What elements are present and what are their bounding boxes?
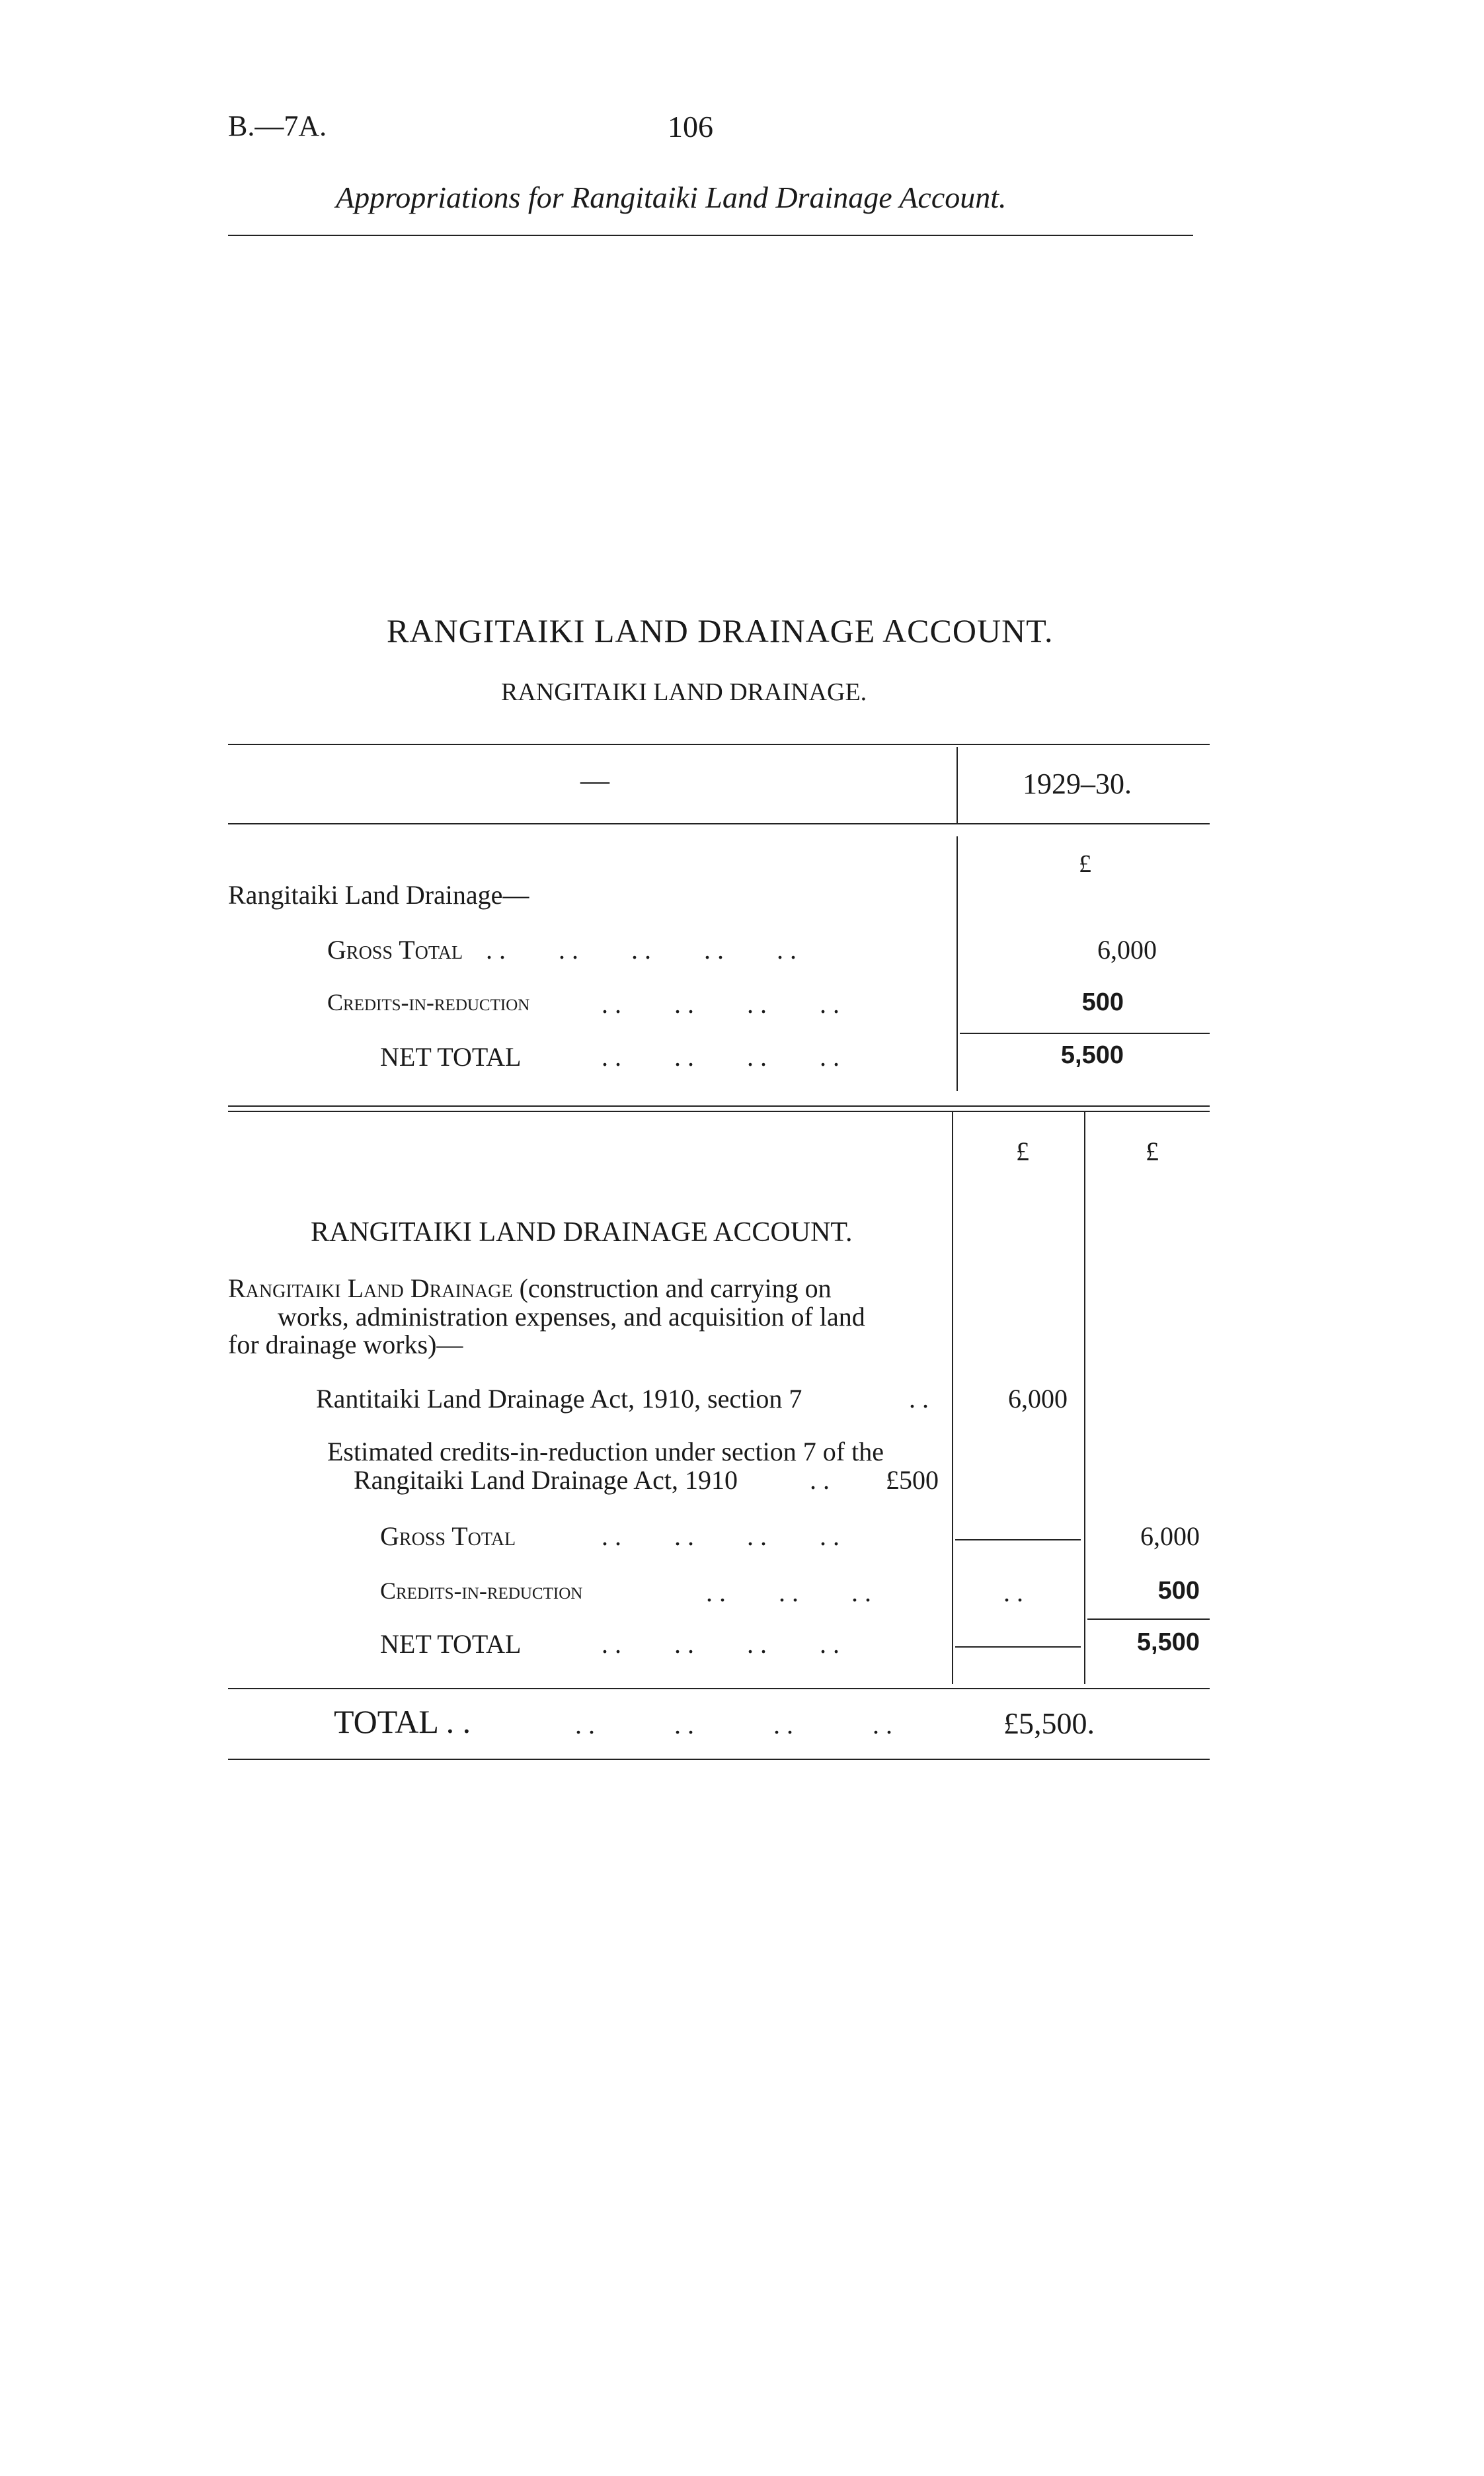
summary-net-value: 5,500 bbox=[1060, 1041, 1124, 1069]
act-value: 6,000 bbox=[1008, 1384, 1068, 1414]
detail-gross-dots: . . . . . . . . bbox=[602, 1521, 840, 1551]
vote-description-line-1 bbox=[228, 1273, 832, 1304]
detail-bottom-rule bbox=[228, 1688, 1210, 1689]
detail-credits-col1: . . bbox=[1003, 1577, 1023, 1607]
grand-total-label: TOTAL . . bbox=[334, 1703, 471, 1740]
act-line: Rantitaiki Land Drainage Act, 1910, section 7 bbox=[316, 1384, 802, 1414]
detail-gross-label: Gross Total bbox=[380, 1521, 516, 1551]
summary-bottom-rule-1 bbox=[228, 1105, 1210, 1107]
vote-name: Rangitaiki Land Drainage bbox=[228, 1273, 513, 1303]
detail-gross-value: 6,000 bbox=[1140, 1521, 1200, 1551]
grand-total-rule bbox=[228, 1759, 1210, 1760]
summary-net-dots: . . . . . . . . bbox=[602, 1042, 840, 1072]
summary-header-dash: — bbox=[580, 764, 609, 797]
summary-top-rule bbox=[228, 744, 1210, 745]
detail-credits-value: 500 bbox=[1157, 1577, 1200, 1605]
summary-net-label: NET TOTAL bbox=[380, 1042, 522, 1072]
summary-header-divider bbox=[957, 747, 958, 823]
account-subheading: RANGITAIKI LAND DRAINAGE. bbox=[501, 678, 867, 706]
summary-gross-value: 6,000 bbox=[1097, 935, 1157, 965]
detail-currency-col1: £ bbox=[1016, 1137, 1029, 1166]
vote-description-line-3: for drainage works)— bbox=[228, 1330, 463, 1359]
detail-credits-rule bbox=[1087, 1618, 1210, 1620]
vote-desc-1: (construction and carrying on bbox=[512, 1273, 832, 1303]
detail-credits-dots: . . . . . . bbox=[706, 1577, 871, 1607]
detail-col2-left bbox=[1084, 1112, 1085, 1684]
document-reference: B.—7A. bbox=[228, 110, 327, 142]
estimate-line-1: Estimated credits-in-reduction under section 7 of the bbox=[327, 1437, 884, 1466]
detail-currency-col2: £ bbox=[1146, 1137, 1159, 1166]
page-subtitle: Appropriations for Rangitaiki Land Drainage Account. bbox=[336, 180, 1007, 214]
detail-heading: RANGITAIKI LAND DRAINAGE ACCOUNT. bbox=[311, 1217, 853, 1248]
detail-net-label: NET TOTAL bbox=[380, 1629, 522, 1659]
grand-total-dots: . . . . . . . . bbox=[575, 1710, 892, 1739]
summary-header-rule bbox=[228, 823, 1210, 824]
estimate-line-2: Rangitaiki Land Drainage Act, 1910 bbox=[354, 1465, 738, 1495]
detail-net-col1-rule bbox=[955, 1646, 1081, 1648]
summary-credits-value: 500 bbox=[1081, 988, 1124, 1016]
vote-description-line-2: works, administration expenses, and acquisition of land bbox=[278, 1302, 865, 1332]
detail-gross-col1-rule bbox=[955, 1539, 1081, 1540]
summary-currency: £ bbox=[1079, 850, 1091, 878]
summary-body-divider bbox=[957, 836, 958, 1091]
grand-total-value: £5,500. bbox=[1003, 1706, 1095, 1740]
summary-credits-label: Credits-in-reduction bbox=[327, 989, 530, 1016]
summary-gross-dots: . . . . . . . . . . bbox=[486, 935, 797, 965]
header-rule bbox=[228, 235, 1193, 236]
act-dots: . . bbox=[909, 1384, 929, 1414]
summary-group-label: Rangitaiki Land Drainage— bbox=[228, 880, 529, 910]
page-number: 106 bbox=[668, 110, 713, 143]
detail-net-dots: . . . . . . . . bbox=[602, 1629, 840, 1659]
account-title: RANGITAIKI LAND DRAINAGE ACCOUNT. bbox=[387, 612, 1054, 649]
summary-bottom-rule-2 bbox=[228, 1111, 1210, 1112]
estimate-amount: £500 bbox=[886, 1465, 939, 1495]
summary-net-rule bbox=[960, 1033, 1210, 1034]
detail-credits-label: Credits-in-reduction bbox=[380, 1577, 583, 1604]
estimate-dots: . . bbox=[810, 1465, 830, 1495]
summary-credits-dots: . . . . . . . . bbox=[602, 989, 840, 1019]
summary-gross-label: Gross Total bbox=[327, 935, 463, 965]
summary-header-year: 1929–30. bbox=[1023, 768, 1132, 800]
detail-net-value: 5,500 bbox=[1136, 1628, 1200, 1656]
